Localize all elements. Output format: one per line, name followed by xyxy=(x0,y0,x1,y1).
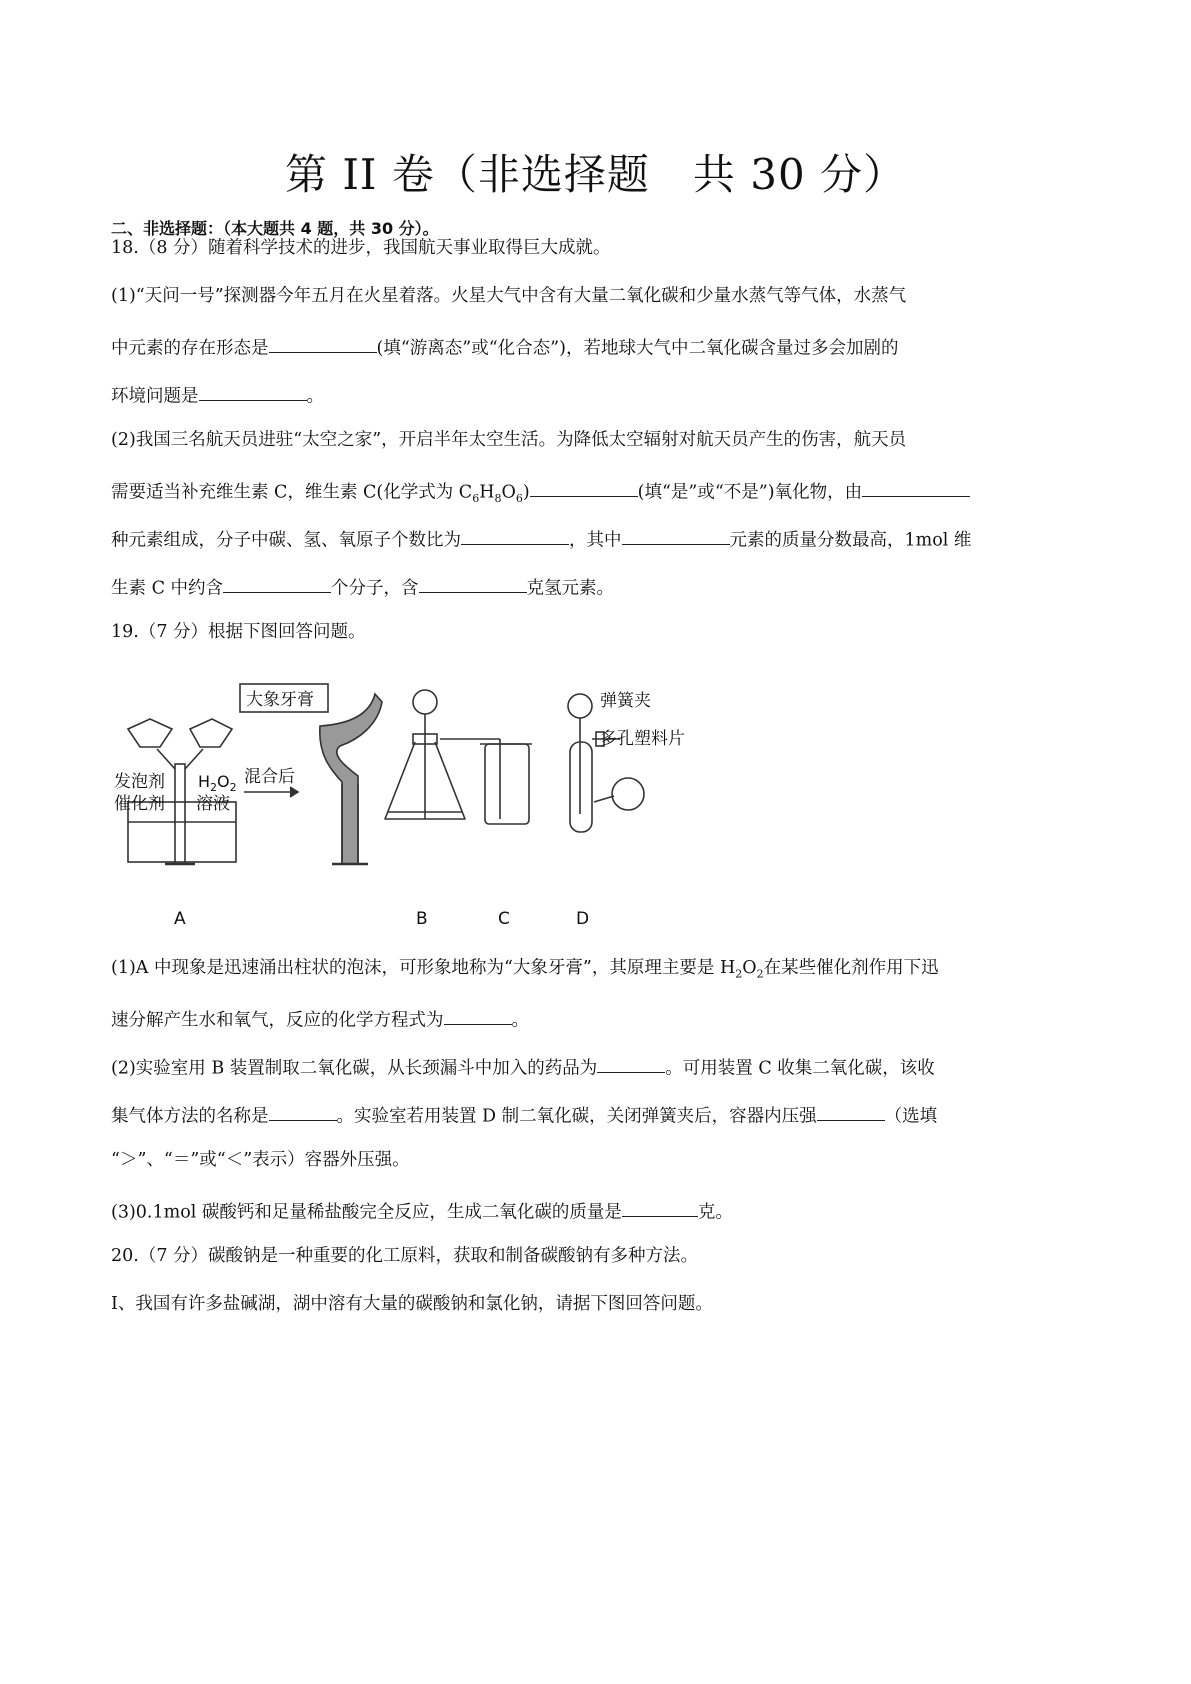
q19-stem: 19.（7 分）根据下图回答问题。 xyxy=(111,622,366,642)
h2o2-label: $H_2O_2$ xyxy=(198,772,237,794)
q19-part2-line3: “＞”、“＝”或“＜”表示）容器外压强。 xyxy=(111,1150,410,1170)
foam-label: 大象牙膏 xyxy=(246,690,314,710)
q20-part1: I、我国有许多盐碱湖，湖中溶有大量的碳酸钠和氯化钠，请据下图回答问题。 xyxy=(111,1294,713,1314)
q20-stem: 20.（7 分）碳酸钠是一种重要的化工原料，获取和制备碳酸钠有多种方法。 xyxy=(111,1246,699,1266)
answer-blank[interactable] xyxy=(444,1006,512,1025)
porous-plate-label: 多孔塑料片 xyxy=(600,729,685,749)
catalyst-label: 催化剂 xyxy=(114,794,165,814)
page-title: 第 II 卷（非选择题 共 30 分） xyxy=(284,150,907,199)
apparatus-figure xyxy=(114,684,770,946)
q18-stem: 18.（8 分）随着科学技术的进步，我国航天事业取得巨大成就。 xyxy=(111,238,611,258)
q18-part2-line2: 需要适当补充维生素 C，维生素 C(化学式为 $C_6H_8O_6$) (填“是”或“不是”)氧化物，由 xyxy=(111,478,970,505)
q19-part3: (3)0.1mol 碳酸钙和足量稀盐酸完全反应，生成二氧化碳的质量是 克。 xyxy=(111,1198,733,1223)
answer-blank[interactable] xyxy=(622,526,730,545)
q18-part2-line1: (2)我国三名航天员进驻“太空之家”，开启半年太空生活。为降低太空辐射对航天员产生的伤害，航天员 xyxy=(111,430,907,450)
section-heading: 二、非选择题：（本大题共 4 题，共 30 分）。 xyxy=(111,219,439,238)
label-c: C xyxy=(498,909,510,929)
apparatus-d xyxy=(568,691,685,929)
answer-blank[interactable] xyxy=(817,1102,885,1121)
answer-blank[interactable] xyxy=(461,526,569,545)
answer-blank[interactable] xyxy=(530,478,638,497)
apparatus-b xyxy=(385,690,500,929)
foaming-agent-label: 发泡剂 xyxy=(114,772,165,792)
answer-blank[interactable] xyxy=(622,1198,698,1217)
q18-part1-line1: (1)“天问一号”探测器今年五月在火星着落。火星大气中含有大量二氧化碳和少量水蒸气等气体，水蒸气 xyxy=(111,286,907,306)
answer-blank[interactable] xyxy=(269,334,377,353)
apparatus-c xyxy=(480,744,532,929)
q19-part1-line1: (1)A 中现象是迅速涌出柱状的泡沫，可形象地称为“大象牙膏”，其原理主要是 $H_2O_2$在某些催化剂作用下迅 xyxy=(111,958,939,981)
mixed-label: 混合后 xyxy=(244,767,295,787)
answer-blank[interactable] xyxy=(862,478,970,497)
apparatus-a xyxy=(114,719,298,929)
label-b: B xyxy=(416,909,428,929)
q19-part2-line2: 集气体方法的名称是 。实验室若用装置 D 制二氧化碳，关闭弹簧夹后，容器内压强 （选填 xyxy=(111,1102,937,1127)
q19-part2-line1: (2)实验室用 B 装置制取二氧化碳，从长颈漏斗中加入的药品为 。可用装置 C 收集二氧化碳，该收 xyxy=(111,1054,935,1079)
q19-part1-line2: 速分解产生水和氧气，反应的化学方程式为 。 xyxy=(111,1006,529,1031)
q18-part2-line3: 种元素组成，分子中碳、氢、氧原子个数比为 ，其中 元素的质量分数最高，1mol 维 xyxy=(111,526,971,551)
answer-blank[interactable] xyxy=(223,574,331,593)
answer-blank[interactable] xyxy=(199,382,307,401)
q18-part1-line3: 环境问题是 。 xyxy=(111,382,324,407)
q18-part1-line2: 中元素的存在形态是 (填“游离态”或“化合态”)，若地球大气中二氧化碳含量过多会加剧的 xyxy=(111,334,898,359)
answer-blank[interactable] xyxy=(419,574,527,593)
answer-blank[interactable] xyxy=(269,1102,337,1121)
q18-part2-line4: 生素 C 中约含 个分子，含 克氢元素。 xyxy=(111,574,614,599)
label-a: A xyxy=(174,909,186,929)
spring-clip-label: 弹簧夹 xyxy=(600,691,651,711)
answer-blank[interactable] xyxy=(597,1054,665,1073)
label-d: D xyxy=(576,909,590,929)
solution-label: 溶液 xyxy=(196,794,230,814)
